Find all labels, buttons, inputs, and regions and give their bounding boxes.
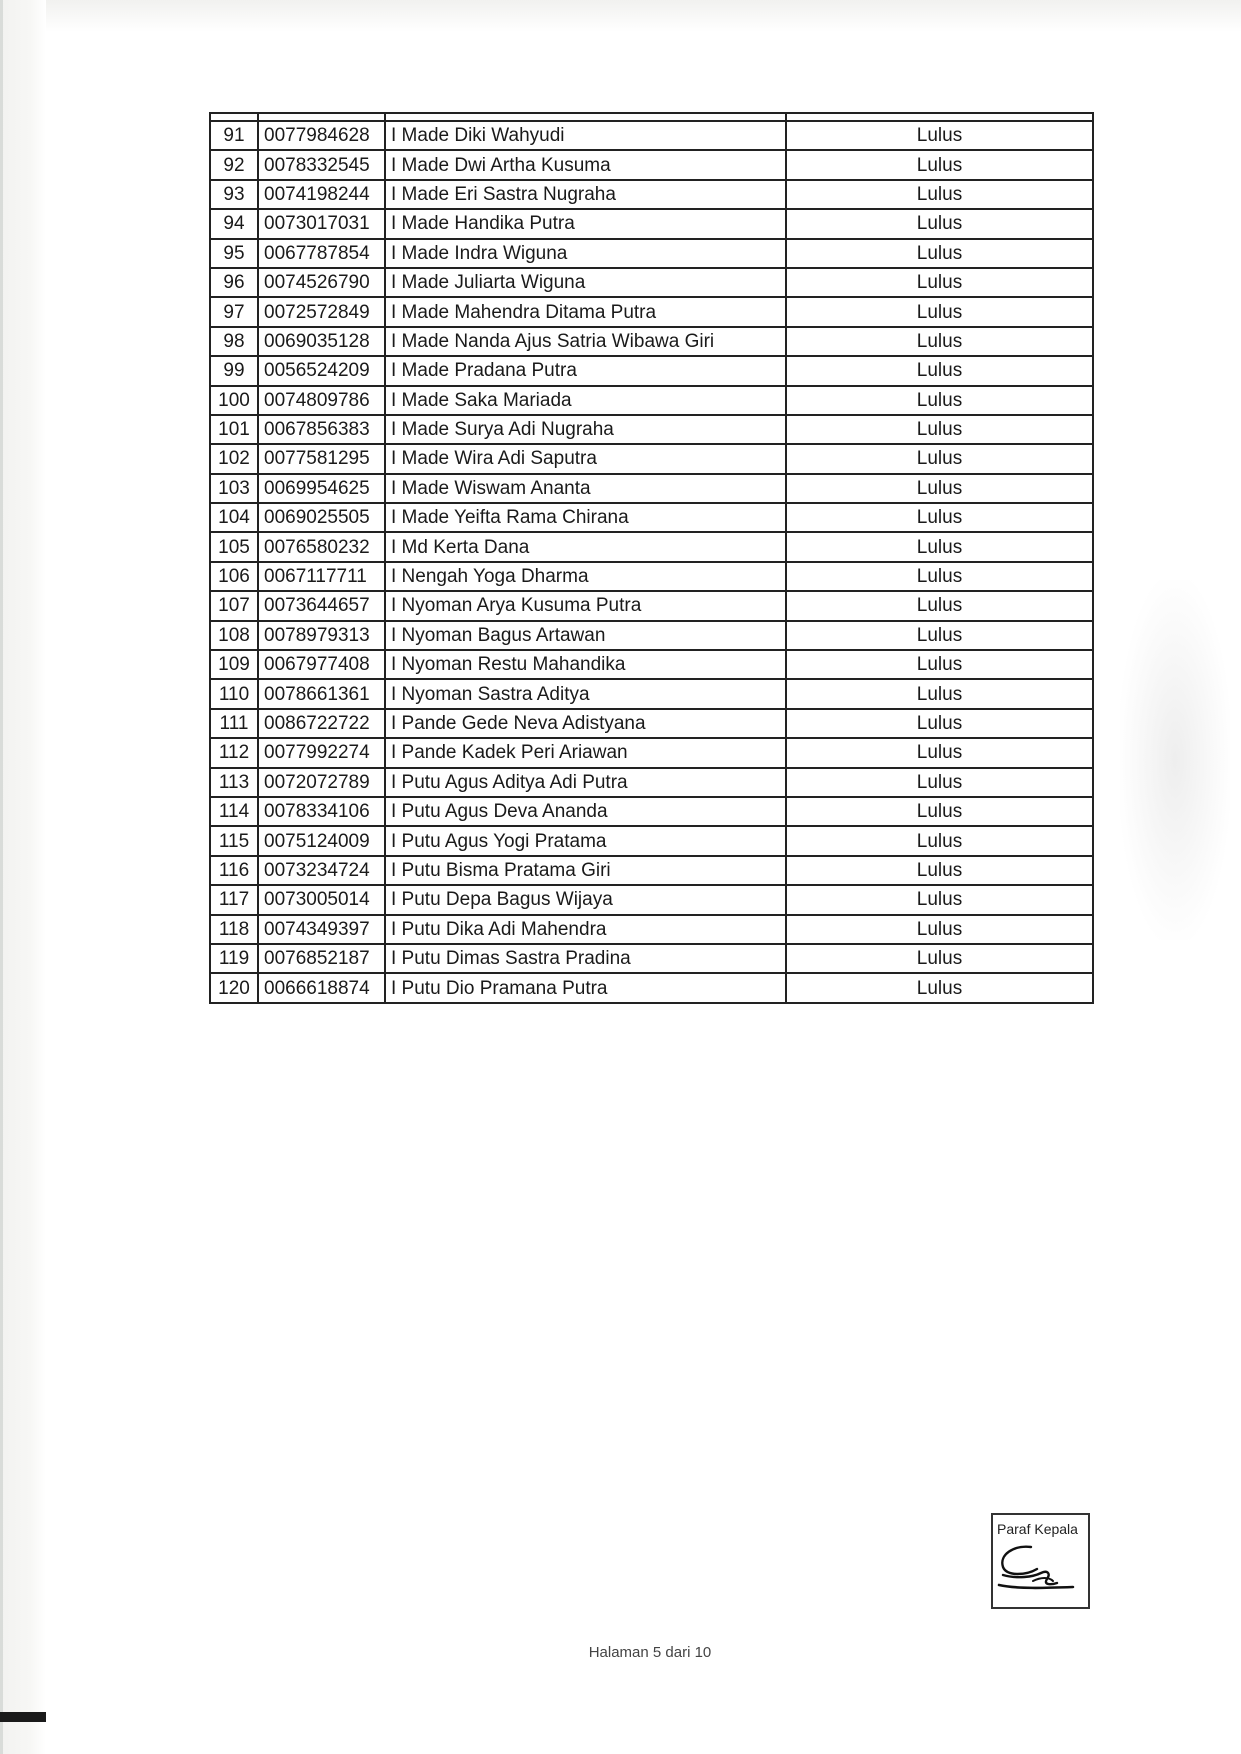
cell-number: 95 [210, 239, 258, 268]
table-row [210, 297, 1093, 326]
cell-status: Lulus [786, 297, 1093, 326]
cell-status: Lulus [786, 239, 1093, 268]
cell-student-name: I Made Pradana Putra [385, 356, 786, 385]
cell-student-name: I Nyoman Bagus Artawan [385, 621, 786, 650]
cell-nisn: 0077581295 [258, 444, 385, 473]
cell-nisn: 0073644657 [258, 591, 385, 620]
cell-student-name: I Putu Agus Aditya Adi Putra [385, 768, 786, 797]
cell-student-name: I Made Surya Adi Nugraha [385, 415, 786, 444]
cell-number: 111 [210, 709, 258, 738]
cell-status: Lulus [786, 650, 1093, 679]
cell-status: Lulus [786, 444, 1093, 473]
table-row [210, 856, 1093, 885]
cell-status: Lulus [786, 356, 1093, 385]
cell-student-name: I Nyoman Sastra Aditya [385, 679, 786, 708]
table-row [210, 944, 1093, 973]
table-row [210, 327, 1093, 356]
cell-student-name: I Putu Depa Bagus Wijaya [385, 885, 786, 914]
cell-status: Lulus [786, 621, 1093, 650]
cell-nisn: 0067977408 [258, 650, 385, 679]
cell-status: Lulus [786, 973, 1093, 1002]
cell-student-name: I Putu Dika Adi Mahendra [385, 915, 786, 944]
table-row [210, 621, 1093, 650]
table-row [210, 973, 1093, 1002]
cell-status: Lulus [786, 386, 1093, 415]
cell-number: 107 [210, 591, 258, 620]
cell-nisn: 0078332545 [258, 150, 385, 179]
cell-student-name: I Pande Kadek Peri Ariawan [385, 738, 786, 767]
cell-student-name: I Nengah Yoga Dharma [385, 562, 786, 591]
cell-student-name: I Made Indra Wiguna [385, 239, 786, 268]
cell-student-name: I Made Mahendra Ditama Putra [385, 297, 786, 326]
cell-status: Lulus [786, 826, 1093, 855]
cell-student-name: I Made Saka Mariada [385, 386, 786, 415]
cell-nisn: 0072572849 [258, 297, 385, 326]
cell-nisn: 0066618874 [258, 973, 385, 1002]
cell-nisn: 0078661361 [258, 679, 385, 708]
cell-status: Lulus [786, 768, 1093, 797]
cell-nisn: 0067787854 [258, 239, 385, 268]
cell-status: Lulus [786, 503, 1093, 532]
cell-number: 103 [210, 474, 258, 503]
cell-status: Lulus [786, 885, 1093, 914]
cell-status: Lulus [786, 679, 1093, 708]
cell-nisn: 0067117711 [258, 562, 385, 591]
cell-number: 94 [210, 209, 258, 238]
scan-edge-line [0, 0, 3, 1754]
cell-number: 91 [210, 121, 258, 150]
cell-status: Lulus [786, 856, 1093, 885]
cell-nisn: 0076580232 [258, 532, 385, 561]
cell-status: Lulus [786, 209, 1093, 238]
cell-status: Lulus [786, 532, 1093, 561]
cell-status: Lulus [786, 327, 1093, 356]
cell-nisn: 0073005014 [258, 885, 385, 914]
cell-status: Lulus [786, 121, 1093, 150]
table-row [210, 121, 1093, 150]
cell-student-name: I Made Dwi Artha Kusuma [385, 150, 786, 179]
table-row [210, 826, 1093, 855]
cell-nisn: 0073234724 [258, 856, 385, 885]
cell-nisn: 0056524209 [258, 356, 385, 385]
table-row [210, 797, 1093, 826]
cell-nisn: 0078979313 [258, 621, 385, 650]
cell-nisn: 0072072789 [258, 768, 385, 797]
strip-cell-status [786, 113, 1093, 121]
cell-student-name: I Putu Agus Yogi Pratama [385, 826, 786, 855]
table-row [210, 768, 1093, 797]
cell-nisn: 0074349397 [258, 915, 385, 944]
cell-student-name: I Putu Bisma Pratama Giri [385, 856, 786, 885]
paraf-kepala-label: Paraf Kepala [997, 1521, 1078, 1537]
table-row [210, 209, 1093, 238]
cell-number: 112 [210, 738, 258, 767]
cell-student-name: I Made Nanda Ajus Satria Wibawa Giri [385, 327, 786, 356]
table-row [210, 444, 1093, 473]
cell-number: 100 [210, 386, 258, 415]
cell-nisn: 0067856383 [258, 415, 385, 444]
cell-student-name: I Putu Agus Deva Ananda [385, 797, 786, 826]
table-row [210, 474, 1093, 503]
cell-student-name: I Made Juliarta Wiguna [385, 268, 786, 297]
cell-number: 110 [210, 679, 258, 708]
cell-status: Lulus [786, 562, 1093, 591]
cell-number: 96 [210, 268, 258, 297]
cell-number: 120 [210, 973, 258, 1002]
cell-number: 104 [210, 503, 258, 532]
table-row [210, 885, 1093, 914]
strip-cell-name [385, 113, 786, 121]
cell-status: Lulus [786, 474, 1093, 503]
table-row [210, 650, 1093, 679]
table-row [210, 679, 1093, 708]
table-row [210, 386, 1093, 415]
table-row [210, 738, 1093, 767]
cell-student-name: I Nyoman Restu Mahandika [385, 650, 786, 679]
cell-nisn: 0069954625 [258, 474, 385, 503]
student-rows [210, 113, 1093, 1003]
cell-number: 106 [210, 562, 258, 591]
cell-number: 105 [210, 532, 258, 561]
cell-nisn: 0077984628 [258, 121, 385, 150]
cell-nisn: 0069035128 [258, 327, 385, 356]
cell-number: 108 [210, 621, 258, 650]
table-row [210, 150, 1093, 179]
scan-shadow-top [0, 0, 1241, 32]
scan-shadow-left [0, 0, 46, 1754]
cell-number: 115 [210, 826, 258, 855]
cell-student-name: I Made Handika Putra [385, 209, 786, 238]
cell-number: 92 [210, 150, 258, 179]
table-row [210, 180, 1093, 209]
cell-status: Lulus [786, 797, 1093, 826]
cell-student-name: I Made Wiswam Ananta [385, 474, 786, 503]
table-top-strip [210, 113, 1093, 121]
cell-student-name: I Made Yeifta Rama Chirana [385, 503, 786, 532]
cell-nisn: 0078334106 [258, 797, 385, 826]
cell-student-name: I Pande Gede Neva Adistyana [385, 709, 786, 738]
cell-status: Lulus [786, 944, 1093, 973]
cell-student-name: I Putu Dio Pramana Putra [385, 973, 786, 1002]
table-row [210, 591, 1093, 620]
cell-number: 118 [210, 915, 258, 944]
cell-number: 97 [210, 297, 258, 326]
page-number: Halaman 5 dari 10 [588, 1644, 712, 1661]
cell-status: Lulus [786, 268, 1093, 297]
table-row [210, 562, 1093, 591]
cell-number: 109 [210, 650, 258, 679]
cell-student-name: I Made Wira Adi Saputra [385, 444, 786, 473]
cell-nisn: 0075124009 [258, 826, 385, 855]
cell-status: Lulus [786, 915, 1093, 944]
cell-student-name: I Made Eri Sastra Nugraha [385, 180, 786, 209]
cell-nisn: 0086722722 [258, 709, 385, 738]
cell-status: Lulus [786, 591, 1093, 620]
cell-student-name: I Putu Dimas Sastra Pradina [385, 944, 786, 973]
cell-student-name: I Nyoman Arya Kusuma Putra [385, 591, 786, 620]
cell-number: 114 [210, 797, 258, 826]
cell-number: 117 [210, 885, 258, 914]
cell-status: Lulus [786, 150, 1093, 179]
cell-number: 101 [210, 415, 258, 444]
cell-student-name: I Made Diki Wahyudi [385, 121, 786, 150]
table-row [210, 709, 1093, 738]
table-row [210, 532, 1093, 561]
cell-number: 99 [210, 356, 258, 385]
strip-cell-no [210, 113, 258, 121]
cell-nisn: 0076852187 [258, 944, 385, 973]
strip-cell-nisn [258, 113, 385, 121]
cell-number: 102 [210, 444, 258, 473]
table-row [210, 239, 1093, 268]
cell-status: Lulus [786, 709, 1093, 738]
cell-number: 93 [210, 180, 258, 209]
student-results-table [209, 112, 1094, 1004]
scan-smudge [1120, 580, 1230, 940]
cell-status: Lulus [786, 415, 1093, 444]
table-row [210, 415, 1093, 444]
cell-number: 98 [210, 327, 258, 356]
cell-nisn: 0074809786 [258, 386, 385, 415]
paraf-kepala-box [991, 1513, 1090, 1609]
scan-mark [0, 1712, 46, 1722]
table-row [210, 268, 1093, 297]
table-row [210, 503, 1093, 532]
cell-number: 113 [210, 768, 258, 797]
cell-nisn: 0074526790 [258, 268, 385, 297]
cell-number: 119 [210, 944, 258, 973]
cell-nisn: 0073017031 [258, 209, 385, 238]
cell-status: Lulus [786, 180, 1093, 209]
cell-nisn: 0069025505 [258, 503, 385, 532]
cell-nisn: 0077992274 [258, 738, 385, 767]
table-row [210, 915, 1093, 944]
cell-nisn: 0074198244 [258, 180, 385, 209]
cell-status: Lulus [786, 738, 1093, 767]
table-row [210, 356, 1093, 385]
cell-number: 116 [210, 856, 258, 885]
cell-student-name: I Md Kerta Dana [385, 532, 786, 561]
